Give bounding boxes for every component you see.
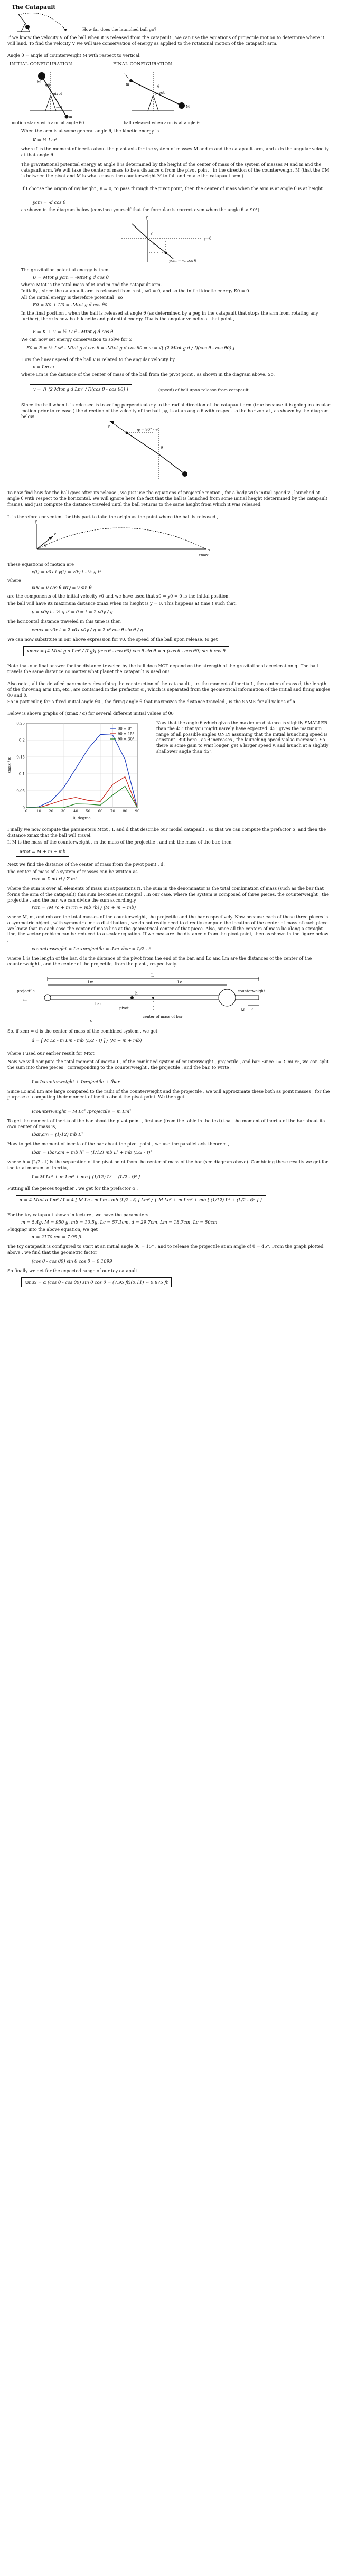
svg-text:counterweight: counterweight (238, 989, 265, 993)
y-tick-label: 0.15 (16, 755, 25, 760)
paragraph: Next we find the distance of the center of mass from the pivot point , d. (7, 861, 165, 867)
equation-d: d = [ M Lc - m Lm - mb (L/2 - ℓ) ] / (M + m + mb) (32, 1038, 142, 1043)
svg-text:y: y (35, 519, 37, 524)
x-tick-label: 90 (135, 809, 140, 813)
paragraph: where I used our earlier result for Mtot (7, 1050, 95, 1056)
paragraph: If I choose the origin of my height , y = 0, to pass through the pivot point, then the center of mass when the arm is at angle θ is at height (21, 186, 323, 191)
paragraph: Below is shown graphs of (xmax / α) for several different initial values of θ0 (7, 711, 174, 716)
paragraph: To get the moment of inertia of the bar about the pivot point , first use (from the table in the text) that the moment of inertia of the bar about its own center of mass is, (7, 1118, 325, 1129)
y-axis-label: xmax / α (7, 757, 12, 774)
paragraph: Now that the angle θ which gives the maximum distance is slightly SMALLER than the 45° that you might naively have expected. 45° gives the maximum range of all possible angles ONLY assuming that the initial launching speed is constant. But here , as θ increases , the launching speed v also increases. So there is some gain to wait longer, get a larger speed v, and launch at a slightly shallower angle than 45°. (156, 720, 329, 754)
paragraph: where L is the length of the bar, d is the distance of the pivot from the end of the bar, and Lc and Lm are the distances of the center of the counterweight , and the center of the projectile, from the pivot , respectively. (7, 955, 312, 967)
svg-text:M: M (186, 105, 190, 109)
final-caption: ball released when arm is at angle θ (124, 120, 200, 125)
svg-text:θ: θ (161, 446, 163, 450)
equation-E: E = K + U = ½ I ω² - Mtot g d cos θ (33, 329, 114, 334)
paragraph: Finally we now compute the parameters Mtot , I, and d that describe our model catapault , so that we can compute the prefactor α, and then the distance xmax that the ball will travel. (7, 827, 326, 838)
paragraph: Angle θ = angle of counterweight M with respect to vertical. (7, 53, 141, 58)
svg-text:v: v (108, 424, 110, 429)
paragraph: Plugging into the above equation, we get (7, 1227, 98, 1232)
equation-ycm: ycm = -d cos θ (33, 200, 66, 205)
equation-I-total: I = M Lc² + m Lm² + mb [ (1/12) L² + (L/2 - ℓ)² ] (32, 1174, 140, 1179)
paragraph: where M, m, and mb are the total masses of the counterweight, the projectile and the bar respectively. Now because each of these three pieces is a symmetric object , with symmetric mass distribution , we do not really need to directly compute the location of the center of mass of each piece. We know that in each case the center of mass lies at the geometrical center of that piece. Also, since all the centers of mass lie along a straight line, the vector problem can be reduced to a scalar equation. If we measure the distance x from the pivot point, then as shown in the figure below , (7, 914, 330, 943)
equation-mtot-box: Mtot = M + m + mb (16, 847, 69, 857)
svg-text:θ0: θ0 (45, 83, 50, 88)
y-tick-label: 0.25 (16, 721, 25, 726)
paragraph: The center of mass of a system of masses can be written as (7, 869, 138, 874)
y-tick-label: 0.2 (18, 738, 25, 743)
paragraph: We can now substitute in our above expression for v0. the speed of the ball upon release, to get (7, 637, 218, 642)
parameters: m = 5.4g, M = 950 g, mb = 10.5g, Lc = 57.1cm, d = 29.7cm, Lm = 18.7cm, Lc = 50cm (21, 1219, 218, 1225)
svg-text:φ = 90° - θ: φ = 90° - θ (137, 428, 158, 432)
svg-text:ycm = -d cos θ: ycm = -d cos θ (169, 259, 197, 263)
equation-I-point: Icounterweight = M Lc² Iprojectile = m Lm² (32, 1109, 132, 1114)
equation-I-split: I = Icounterweight + Iprojectile + Ibar (32, 1079, 120, 1084)
paragraph: All the initial energy is therefore potential , so (21, 295, 123, 300)
svg-text:bar: bar (95, 1002, 102, 1006)
velocity-direction-diagram (106, 422, 222, 486)
paragraph: If M is the mass of the counterweight , m the mass of the projectile , and mb the mass of the bar, then (7, 839, 232, 845)
svg-text:pivot: pivot (119, 1006, 129, 1010)
x-tick-label: 20 (49, 809, 54, 813)
catapult-sketch (13, 11, 71, 35)
svg-text:m: m (126, 82, 129, 87)
paragraph: So, if xcm = d is the center of mass of the combined system , we get (7, 1028, 158, 1034)
legend-entry: θ0 = 30° (118, 737, 135, 742)
paragraph: are the components of the initial velocity v0 and we have used that x0 = y0 = 0 is the initial position. (7, 593, 230, 599)
svg-text:Lm: Lm (88, 980, 94, 984)
initial-caption: motion starts with arm at angle θ0 (12, 120, 84, 125)
paragraph: For the toy catapault shown in lecture , we have the parameters (7, 1212, 149, 1217)
paragraph: Also note , all the detailed parameters describing the construction of the catapault , i.e. the moment of inertia I , the center of mass d, the length of the throwing arm Lm, etc., are contained in the prefactor α , which is separated from the geometrical information of the initial and firing angles θ0 and θ. (7, 681, 331, 698)
svg-text:y: y (146, 215, 148, 220)
svg-text:pivot: pivot (155, 91, 165, 95)
speed-note: (speed) of ball upon release from catapault (158, 387, 249, 392)
paragraph: where h = (L/2 - ℓ) is the separation of the pivot point from the center of mass of the bar (see diagram above). Combining these results we get for the total moment of inertia, (7, 1159, 328, 1170)
y-tick-label: 0 (22, 806, 25, 810)
svg-text:pivot: pivot (53, 92, 62, 96)
x-tick-label: 10 (36, 809, 41, 813)
paragraph: The horizontal distance traveled in this time is then (7, 619, 121, 624)
svg-text:θ: θ (151, 232, 154, 236)
paragraph: where Mtot is the total mass of M and m and the catapault arm. (21, 282, 162, 287)
equation-time: y = v0y t - ½ g t² = 0 ⇒ t = 2 v0y / g (32, 609, 113, 614)
svg-text:L: L (151, 973, 154, 978)
legend-entry: θ0 = 0° (118, 726, 132, 731)
svg-text:xmax: xmax (199, 553, 209, 557)
y-tick-label: 0.05 (16, 789, 25, 793)
svg-text:ℓ: ℓ (251, 1007, 253, 1011)
svg-text:M: M (241, 1008, 245, 1012)
y-tick-label: 0.1 (18, 772, 25, 776)
paragraph: If we know the velocity V of the ball when it is released from the catapault , we can use the equations of projectile motion to determine where it will land. To find the velocity V we will use conservation of energy as applied to the rotational motion of the catapault arm. (7, 35, 325, 46)
paragraph: How the linear speed of the ball v is related to the angular velocity by (21, 357, 175, 362)
equation-conservation: E0 = E ⇒ ½ I ω² - Mtot g d cos θ = -Mtot g d cos θ0 ⇒ ω = √[ (2 Mtot g d / I)(cos θ - cos θ0) ] (26, 345, 234, 351)
paragraph: Since Lc and Lm are large compared to the radii of the counterweight and the projectile , we will approximate these both as point masses , for the purpose of computing their moment of inertia about the pivot point. We then get (7, 1088, 330, 1100)
paragraph: as shown in the diagram below (convince yourself that the formulae is correct even when the angle θ > 90°). (21, 207, 261, 212)
paragraph: The gravitational potential energy at angle θ is determined by the height of the center of mass of the system of masses M and m and the catapault arm. We will take the center of mass to be a distance d from the pivot point , in the direction of the counterweight M (that the CM is between the pivot and M is what causes the counterweight M to fall and rotate the catapault arm.) (21, 162, 330, 178)
svg-text:h: h (135, 991, 138, 996)
paragraph: It is therefore convenient for this part to take the origin as the point where the ball is released , (7, 514, 219, 519)
x-axis-label: θ, degree (73, 816, 91, 820)
svg-text:y=0: y=0 (204, 236, 212, 241)
page-title: The Catapault (12, 4, 56, 11)
svg-text:x: x (208, 548, 210, 552)
legend-entry: θ0 = 15° (118, 732, 135, 736)
paragraph: The gravitation potential energy is then (21, 267, 109, 272)
paragraph: Putting all the pieces together , we get for the prefactor α , (7, 1186, 138, 1191)
paragraph: where the sum is over all elements of mass mi at positions ri. The sum in the denominator is the total combination of mass (such as the bar that forms the arm of the catapault) this sum becomes an integral . In our case, where the system is composed of three pieces, the counterweight , the projectile , and the bar, we can divide the sum accordingly (7, 886, 329, 903)
paragraph: We can now set energy conservation to solve for ω (21, 337, 133, 342)
svg-text:Lc: Lc (177, 980, 182, 984)
x-tick-label: 50 (86, 809, 91, 813)
svg-text:d: d (153, 242, 156, 246)
equation-alpha-box: α = 4 Mtot d Lm² / I = 4 [ M Lc - m Lm - mb (L/2 - ℓ) ] Lm² / { M Lc² + m Lm² + mb [ (1/12) L² + (L/2 - ℓ)² ] } (16, 1195, 266, 1205)
trajectory-diagram (16, 519, 227, 560)
svg-text:center of mass of bar: center of mass of bar (143, 1015, 183, 1019)
equation-E0: E0 = K0 + U0 = -Mtot g d cos θ0 (33, 302, 108, 307)
svg-text:v: v (54, 532, 56, 536)
final-config-header: FINAL CONFIGURATION (113, 62, 172, 67)
paragraph: In the final position , when the ball is released at angle θ (as determined by a peg in the catapault that stops the arm from rotating any further), there is now both kinetic and potential energy. If ω is the angular velocity at that point , (21, 310, 318, 321)
equation-xy: x(t) = v0x t y(t) = v0y t - ½ g t² (32, 569, 101, 574)
svg-text:θ: θ (157, 84, 160, 89)
label-M: M (37, 80, 41, 84)
xmax-alpha-chart (5, 718, 148, 823)
equation-kinetic: K = ½ I ω² (33, 137, 57, 143)
x-tick-label: 30 (61, 809, 66, 813)
svg-text:projectile: projectile (17, 989, 35, 993)
x-tick-label: 0 (25, 809, 28, 813)
paragraph: These equations of motion are (7, 562, 74, 567)
svg-text:θ: θ (44, 544, 47, 548)
equation-rcm: rcm = Σ mi ri / Σ mi (32, 876, 77, 882)
paragraph: where (7, 577, 21, 583)
final-config-diagram (111, 68, 217, 120)
bar-diagram (16, 971, 312, 1024)
equation-rcm3: rcm = (M rc + m rm + mb rb) / (M + m + mb) (32, 905, 136, 910)
equation-alpha-value: α = 2170 cm = 7.95 ft (32, 1234, 82, 1239)
equation-potential: U = Mtot g ycm = -Mtot g d cos θ (33, 274, 109, 280)
equation-v0: v0x = v cos θ v0y = v sin θ (32, 585, 92, 590)
cm-height-diagram (100, 216, 227, 265)
equation-xmax: xmax = v0x t = 2 v0x v0y / g = 2 v² cos θ sin θ / g (32, 627, 143, 632)
paragraph: The ball will have its maximum distance xmax when its height is y = 0. This happens at time t such that, (7, 601, 237, 606)
initial-config-header: INITIAL CONFIGURATION (10, 62, 72, 67)
svg-text:x: x (90, 1019, 92, 1023)
paragraph: Note that our final answer for the distance traveled by the ball does NOT depend on the strength of the gravitational acceleration g! The ball travels the same distance no matter what planet the catapault is used on! (7, 663, 318, 674)
paragraph: Now we will compute the total moment of inertia I , of the combined system of counterweight , projectile , and bar. Since I = Σ mi ri², we can split the sum into three pieces , corresponding to the counterweight , the projectile , and the bar, to write , (7, 1059, 329, 1070)
equation-I-bar: Ibar = Ibar,cm + mb h² = (1/12) mb L² + mb (L/2 - ℓ)² (32, 1150, 152, 1155)
paragraph: where Lm is the distance of the center of mass of the ball from the pivot point , as shown in the diagram above. So, (21, 372, 275, 377)
svg-text:m: m (23, 998, 27, 1002)
equation-I-bar-cm: Ibar,cm = (1/12) mb L² (32, 1132, 83, 1137)
paragraph: So in particular, for a fixed initial angle θ0 , the firing angle θ that maximizes the distance traveled , is the SAME for all values of α. (7, 699, 297, 704)
x-tick-label: 40 (73, 809, 78, 813)
equation-positions: xcounterweight = Lc xprojectile = -Lm xbar = L/2 - ℓ (32, 946, 151, 951)
initial-config-diagram (8, 68, 104, 120)
x-tick-label: 70 (110, 809, 115, 813)
equation-speed-box: v = √[ (2 Mtot g d Lm² / I)(cos θ - cos θ0) ] (30, 384, 132, 394)
paragraph: So finally we get for the expected range of our toy catapult (7, 1268, 137, 1273)
svg-text:m: m (69, 115, 72, 119)
x-tick-label: 60 (98, 809, 103, 813)
paragraph: Initially , since the catapault arm is released from rest , ω0 = 0, and so the initial kinetic energy K0 = 0. (21, 288, 251, 293)
paragraph: How to get the moment of inertia of the bar about the pivot point , we use the parallel axis theorem , (7, 1141, 230, 1147)
paragraph: To now find how far the ball goes after its release , we just use the equations of projectile motion , for a body with initial speed v , launched at angle θ with respect to the horizontal. We will ignore here the fact that the ball is launched from some initial height (determined by the catapault frame), and just compute the distance traveled until the ball returns to the same height from which it was released. (7, 490, 328, 507)
equation-final-range-box: xmax = α (cos θ - cos θ0) sin θ cos θ = (7.95 ft)(0.11) ≈ 0.875 ft (21, 1277, 172, 1287)
paragraph: where I is the moment of inertia about the pivot axis for the system of masses M and m and the catapault arm, and ω is the angular velocity at that angle θ (21, 146, 329, 157)
question: How far does the launched ball go? (82, 27, 157, 32)
paragraph: Since the ball when it is released is traveling perpendicularly to the radial direction of the catapault arm (true because it is going in circular motion prior to release ) the direction of the velocity of the ball , φ, is at an angle θ with respect to the horizontal , as shown by the diagram below (21, 402, 331, 419)
svg-text:Lm: Lm (56, 105, 62, 109)
equation-xmax-box: xmax = [4 Mtot g d Lm² / (I g)] (cos θ - cos θ0) cos θ sin θ = α (cos θ - cos θ0) sin θ cos θ (23, 646, 229, 656)
paragraph: When the arm is at some general angle θ, the kinetic energy is (21, 128, 159, 134)
equation-v-omega: v = Lm ω (33, 364, 54, 370)
paragraph: The toy catapault is configured to start at an initial angle θ0 = 15° , and to release the projectile at an angle of θ = 45°. From the graph plotted above , we find that the geometric factor (7, 1244, 324, 1255)
equation-geometric-factor: (cos θ - cos θ0) sin θ cos θ = 0.1099 (32, 1258, 112, 1264)
x-tick-label: 80 (123, 809, 128, 813)
